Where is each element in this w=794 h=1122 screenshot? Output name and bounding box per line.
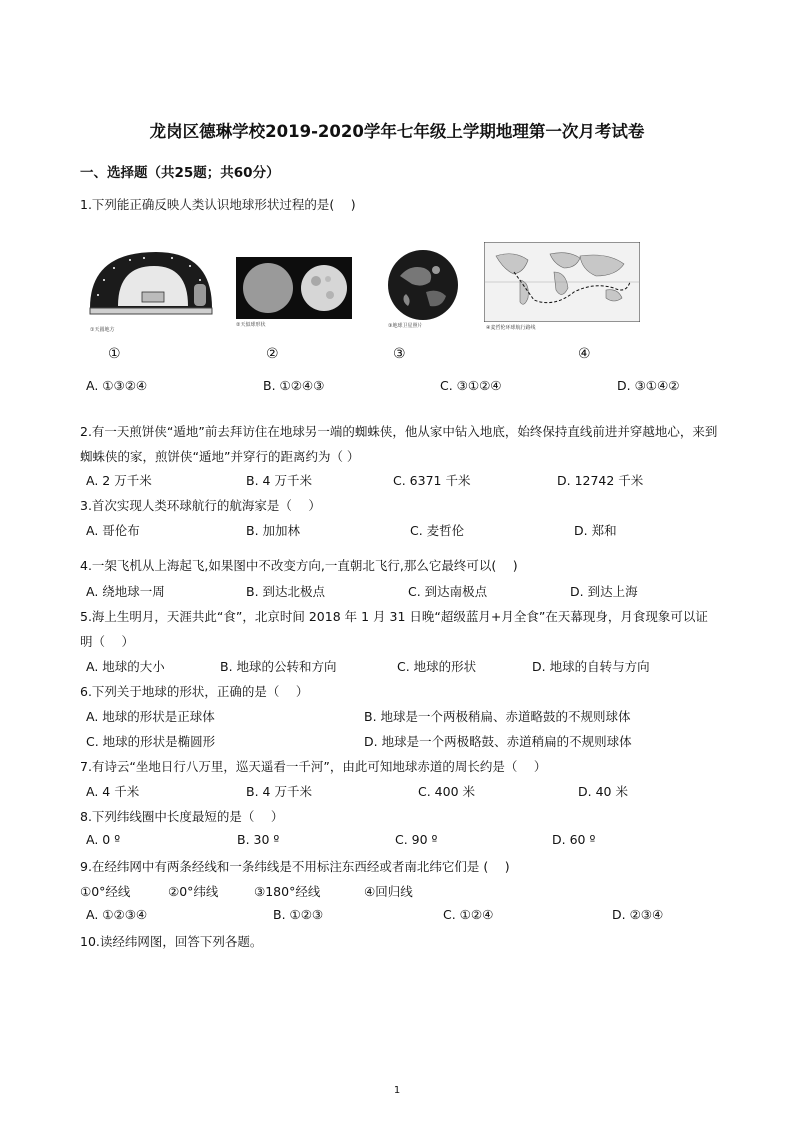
question-7-option-a[interactable]: A. 4 千米: [86, 784, 140, 799]
question-4-option-b[interactable]: B. 到达北极点: [246, 584, 326, 599]
question-8-options: [80, 832, 720, 852]
question-3-options: [80, 521, 720, 541]
question-5-options: [80, 657, 720, 677]
sun-moon-image: [236, 257, 352, 319]
question-8-stem: 8.下列纬线圈中长度最短的是（ ）: [80, 809, 284, 824]
figure-number-3: ③: [393, 346, 406, 362]
question-1-option-d[interactable]: D. ③①④②: [617, 378, 680, 393]
question-5-option-b[interactable]: B. 地球的公转和方向: [220, 659, 337, 674]
question-4-option-a[interactable]: A. 绕地球一周: [86, 584, 165, 599]
question-9-items: [80, 882, 720, 902]
question-1-stem: 1.下列能正确反映人类认识地球形状过程的是( ): [80, 197, 356, 212]
question-10-stem: 10.读经纬网图，回答下列各题。: [80, 934, 263, 949]
question-9-option-d[interactable]: D. ②③④: [612, 907, 664, 922]
question-7-option-d[interactable]: D. 40 米: [578, 784, 628, 799]
question-7-options: [80, 782, 720, 802]
question-9-options: [80, 907, 720, 927]
question-5-stem: 5.海上生明月，天涯共此“食”，北京时间 2018 年 1 月 31 日晚“超级蓝月+月全食”在天幕现身，月食现象可以证明（ ）: [80, 609, 708, 649]
question-4-options: [80, 582, 720, 602]
question-8-option-b[interactable]: B. 30 º: [237, 832, 280, 847]
question-8-option-d[interactable]: D. 60 º: [552, 832, 596, 847]
question-6-options-row-2: [80, 732, 720, 752]
question-8-option-a[interactable]: A. 0 º: [86, 832, 121, 847]
question-2-stem: 2.有一天煎饼侠“遁地”前去拜访住在地球另一端的蜘蛛侠，他从家中钻入地底，始终保持直线前进并穿越地心，来到蜘蛛侠的家，煎饼侠“遁地”并穿行的距离约为（ ）: [80, 424, 718, 464]
question-1-option-a[interactable]: A. ①③②④: [86, 378, 148, 393]
question-9-item-4: ④回归线: [364, 884, 413, 899]
question-5-option-c[interactable]: C. 地球的形状: [397, 659, 477, 674]
question-3-option-b[interactable]: B. 加加林: [246, 523, 301, 538]
figure-2-caption: ②天似球形状: [236, 322, 266, 328]
figure-earth-photo: [386, 248, 464, 330]
question-1-option-c[interactable]: C. ③①②④: [440, 378, 502, 393]
question-4-option-d[interactable]: D. 到达上海: [570, 584, 638, 599]
question-9-item-2: ②0°纬线: [168, 884, 219, 899]
figure-sun-moon: [236, 257, 352, 332]
question-9-stem: 9.在经纬网中有两条经线和一条纬线是不用标注东西经或者南北纬它们是 ( ): [80, 859, 510, 874]
question-9-option-b[interactable]: B. ①②③: [273, 907, 324, 922]
figure-4-caption: ④麦哲伦环球航行路线: [486, 325, 536, 331]
earth-image: [386, 248, 460, 322]
question-6-stem: 6.下列关于地球的形状，正确的是（ ）: [80, 684, 309, 699]
page-title: 龙岗区德琳学校2019-2020学年七年级上学期地理第一次月考试卷: [149, 122, 645, 141]
question-3-option-d[interactable]: D. 郑和: [574, 523, 617, 538]
figure-3-caption: ③地球卫星照片: [388, 323, 423, 329]
question-2-option-d[interactable]: D. 12742 千米: [557, 473, 644, 488]
question-5-option-d[interactable]: D. 地球的自转与方向: [532, 659, 650, 674]
question-6-options-row-1: [80, 707, 720, 727]
section-heading: 一、选择题（共25题；共60分）: [80, 165, 280, 181]
question-4-option-c[interactable]: C. 到达南极点: [408, 584, 488, 599]
figure-number-1: ①: [108, 346, 121, 362]
question-7-stem: 7.有诗云“坐地日行八万里，巡天遥看一千河”，由此可知地球赤道的周长约是（ ）: [80, 759, 547, 774]
question-8-option-c[interactable]: C. 90 º: [395, 832, 438, 847]
question-3-option-c[interactable]: C. 麦哲伦: [410, 523, 465, 538]
question-9-item-3: ③180°经线: [254, 884, 321, 899]
question-1-option-b[interactable]: B. ①②④③: [263, 378, 325, 393]
question-2-option-c[interactable]: C. 6371 千米: [393, 473, 471, 488]
dome-image: [84, 240, 214, 335]
question-9-option-c[interactable]: C. ①②④: [443, 907, 494, 922]
question-7-option-b[interactable]: B. 4 万千米: [246, 784, 312, 799]
question-6-option-a[interactable]: A. 地球的形状是正球体: [86, 709, 215, 724]
question-9-option-a[interactable]: A. ①②③④: [86, 907, 148, 922]
figure-number-4: ④: [578, 346, 591, 362]
world-map-image: [484, 242, 640, 322]
page-number: 1: [393, 1085, 401, 1096]
question-6-option-d[interactable]: D. 地球是一个两极略鼓、赤道稍扁的不规则球体: [364, 734, 632, 749]
question-1-options: [80, 378, 720, 398]
question-6-option-b[interactable]: B. 地球是一个两极稍扁、赤道略鼓的不规则球体: [364, 709, 631, 724]
question-7-option-c[interactable]: C. 400 米: [418, 784, 476, 799]
question-3-stem: 3.首次实现人类环球航行的航海家是（ ）: [80, 498, 321, 513]
question-2-option-b[interactable]: B. 4 万千米: [246, 473, 312, 488]
question-2-option-a[interactable]: A. 2 万千米: [86, 473, 152, 488]
question-6-option-c[interactable]: C. 地球的形状是椭圆形: [86, 734, 216, 749]
figure-world-map: [484, 242, 642, 332]
question-9-item-1: ①0°经线: [80, 884, 131, 899]
figure-number-2: ②: [266, 346, 279, 362]
question-2-options: [80, 471, 720, 491]
question-4-stem: 4.一架飞机从上海起飞,如果图中不改变方向,一直朝北飞行,那么它最终可以( ): [80, 558, 518, 573]
question-3-option-a[interactable]: A. 哥伦布: [86, 523, 140, 538]
question-5-option-a[interactable]: A. 地球的大小: [86, 659, 165, 674]
figure-1-caption: ①天圆地方: [90, 327, 115, 333]
figure-dome-model: [84, 240, 214, 335]
